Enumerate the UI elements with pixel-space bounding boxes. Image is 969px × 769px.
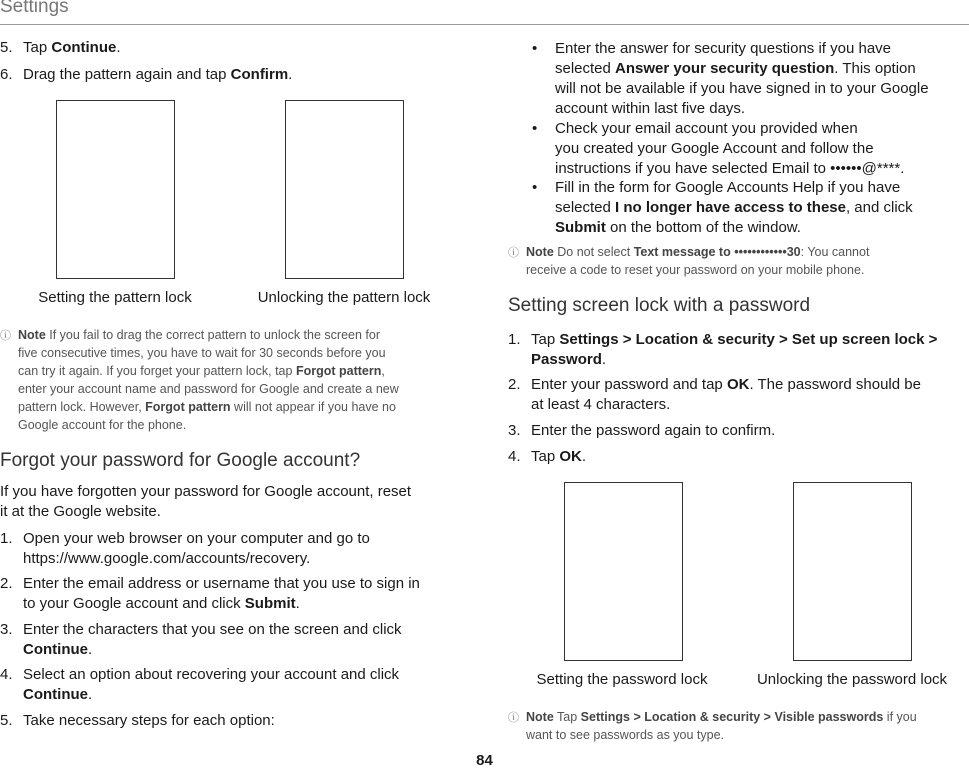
step-number: 3. [0,621,13,638]
step-number: 4. [508,448,521,465]
step-suffix: . [88,641,93,658]
note-label: Note [18,328,46,342]
step-text: Tap [23,39,52,56]
bullet-text: you created your Google Account and follow the [555,140,874,157]
recovery-step-2 [0,574,470,614]
note-text: If you fail to drag the correct pattern to unlock the screen for [45,328,380,342]
step-bold: OK [726,376,750,393]
step-5 [0,38,460,58]
bullet-text: on the bottom of the window. [605,219,801,236]
step-text: . The password should be [749,376,921,393]
step-text: Enter the password again to confirm. [531,422,776,439]
step-text: Take necessary steps for each option: [23,712,275,729]
note-text: pattern lock. However, [18,400,146,414]
recovery-step-5 [0,711,470,731]
step-number: 2. [0,575,13,592]
intro-line: If you have forgotten your password for Google account, reset [0,483,412,500]
heading-forgot-password: Forgot your password for Google account? [0,450,361,471]
note-bold: Forgot pattern [295,364,382,378]
intro-paragraph [0,482,470,522]
caption-unlocking-pattern-lock: Unlocking the pattern lock [257,289,431,306]
note-text: receive a code to reset your password on your mobile phone. [526,263,865,277]
note-text: if you [883,710,917,724]
bullet-text: will not be available if you have signed in to your Google [555,80,929,97]
note-bold: Settings > Location & security > Visible passwords [580,710,884,724]
note-label: Note [526,710,554,724]
bullet-text: Check your email account you provided when [555,120,858,137]
recovery-step-4 [0,665,470,705]
bullet-bold: I no longer have access to these [615,199,846,216]
step-number: 5. [0,39,13,56]
password-step-3 [508,421,969,441]
step-number: 6. [0,66,13,83]
recovery-step-3 [0,620,470,660]
info-icon: ⓘ [508,712,519,724]
step-number: 3. [508,422,521,439]
bullet-text: Fill in the form for Google Accounts Help if you have [555,179,901,196]
step-text: Tap [531,331,560,348]
step-number: 2. [508,376,521,393]
bullet-bold: Submit [555,219,606,236]
note-text: Tap [553,710,581,724]
step-text: Enter your password and tap [531,376,727,393]
note-label: Note [526,245,554,259]
step-bold: Continue [23,641,88,658]
bullet-text: Enter the answer for security questions if you have [555,40,892,57]
step-number: 1. [508,331,521,348]
option-bullet-email [532,119,969,179]
step-suffix: . [601,351,607,368]
step-number: 5. [0,712,13,729]
recovery-url: https://www.google.com/accounts/recovery. [23,550,311,567]
step-text: Open your web browser on your computer and go to [23,530,370,547]
step-number: 4. [0,666,13,683]
note-text: can try it again. If you forget your pattern lock, tap [18,364,296,378]
header-divider [0,24,969,25]
note-text: : You cannot [800,245,870,259]
step-text: Enter the email address or username that you use to sign in [23,575,420,592]
step-text: Drag the pattern again and tap [23,66,231,83]
step-6 [0,65,460,85]
caption-unlocking-password-lock: Unlocking the password lock [756,671,948,688]
bullet-text: selected [555,199,616,216]
step-bold: Settings > Location & security > Set up screen lock > [559,331,938,348]
caption-setting-password-lock: Setting the password lock [536,671,708,688]
step-text: at least 4 characters. [531,396,671,413]
step-bold: Continue [51,39,117,56]
bullet-dot: • [532,120,538,137]
note-text: Google account for the phone. [18,418,187,432]
note-text: five consecutive times, you have to wait for 30 seconds before you [18,346,386,360]
option-bullet-help-form [532,178,969,238]
info-icon: ⓘ [0,330,11,342]
bullet-dot: • [532,40,538,57]
page-header-title: Settings [0,0,69,17]
password-lock-setup-screenshot [564,482,683,661]
bullet-text: , and click [845,199,913,216]
bullet-text: . This option [834,60,916,77]
step-suffix: . [116,39,121,56]
step-suffix: . [295,595,300,612]
pattern-lock-setup-screenshot [56,100,175,279]
note-bold: Forgot pattern [145,400,231,414]
note-text: , [381,364,385,378]
password-lock-unlock-screenshot [793,482,912,661]
page-number: 84 [476,752,493,769]
step-suffix: . [288,66,293,83]
pattern-lock-unlock-screenshot [285,100,404,279]
note-visible-passwords [508,708,969,746]
intro-line: it at the Google website. [0,503,161,520]
password-step-2 [508,375,969,415]
step-bold: OK [559,448,582,465]
step-number: 1. [0,530,13,547]
note-text: Do not select [553,245,634,259]
heading-password-lock: Setting screen lock with a password [508,295,811,316]
bullet-text: account within last five days. [555,100,746,117]
bullet-bold: Answer your security question [615,60,835,77]
step-bold: Continue [23,686,88,703]
note-text: want to see passwords as you type. [526,728,725,742]
step-suffix: . [581,448,587,465]
note-bold: Text message to ••••••••••••30 [633,245,801,259]
option-bullet-security-question [532,39,969,119]
step-bold: Password [531,351,602,368]
note-text: will not appear if you have no [230,400,396,414]
step-text: Tap [531,448,560,465]
password-step-1 [508,330,969,370]
note-forgot-pattern [0,326,460,436]
info-icon: ⓘ [508,247,519,259]
step-text: to your Google account and click [23,595,245,612]
bullet-text: instructions if you have selected Email to ••••••@****. [555,160,905,177]
note-text: enter your account name and password for Google and create a new [18,382,399,396]
step-text: Enter the characters that you see on the screen and click [23,621,402,638]
bullet-dot: • [532,179,538,196]
caption-setting-pattern-lock: Setting the pattern lock [38,289,192,306]
step-suffix: . [88,686,93,703]
step-bold: Confirm [230,66,289,83]
step-text: Select an option about recovering your account and click [23,666,400,683]
bullet-text: selected [555,60,616,77]
recovery-step-1 [0,529,470,569]
step-bold: Submit [244,595,296,612]
note-text-message [508,243,969,281]
password-step-4 [508,447,969,467]
